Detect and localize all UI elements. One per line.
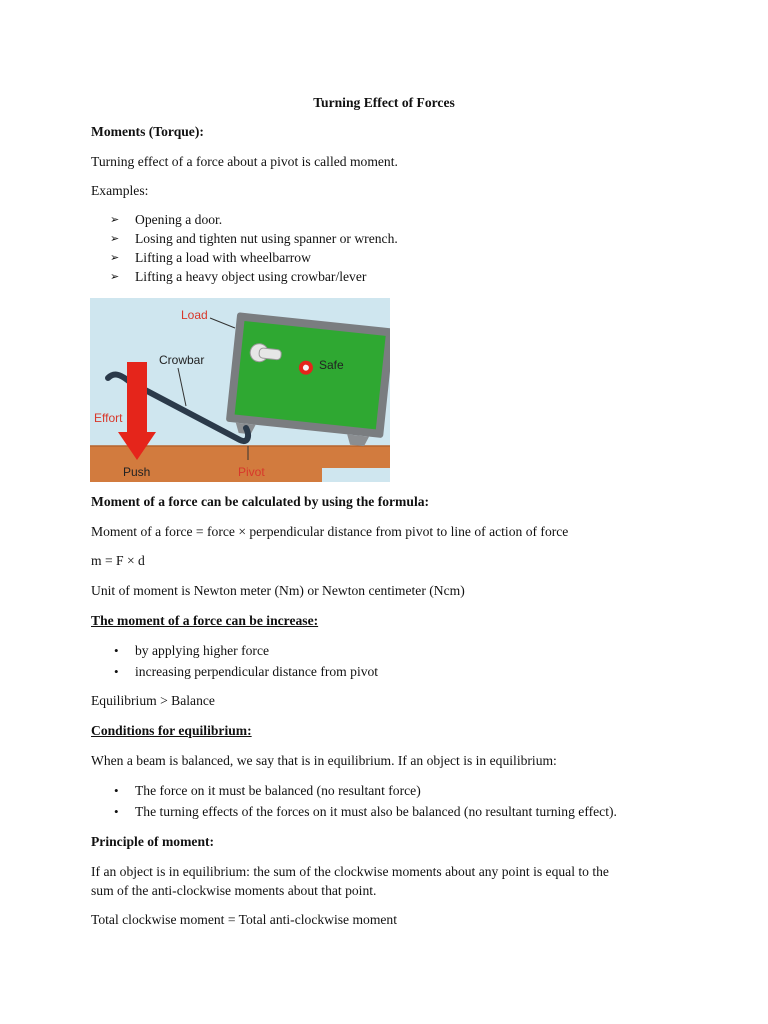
definition-text: Turning effect of a force about a pivot is called moment. [91,154,398,169]
condition-text: The force on it must be balanced (no resultant force) [135,783,421,798]
equilibrium-line: Equilibrium > Balance [91,693,215,708]
example-text: Opening a door. [135,212,223,227]
pivot-label: Pivot [238,465,265,479]
conditions-heading: Conditions for equilibrium: [91,723,252,738]
arrow-bullet-icon: ➢ [110,233,120,245]
list-item [91,269,711,288]
condition-text: The turning effects of the forces on it must also be balanced (no resultant turning effect). [135,804,617,819]
list-item [91,783,711,804]
list-item [91,643,711,664]
formula-text: Moment of a force = force × perpendicular distance from pivot to line of action of force [91,524,569,539]
list-item [91,804,711,825]
list-item [91,664,711,685]
list-item [91,250,711,269]
principle-heading: Principle of moment: [91,834,215,849]
list-item [91,231,711,250]
example-text: Losing and tighten nut using spanner or wrench. [135,231,398,246]
increase-list [91,643,711,685]
principle-text-1: If an object is in equilibrium: the sum of the clockwise moments about any point is equal to the [91,864,609,879]
conditions-intro: When a beam is balanced, we say that is in equilibrium. If an object is in equilibrium: [91,753,557,768]
moments-heading: Moments (Torque): [91,124,204,139]
dot-bullet-icon: • [114,804,119,819]
list-item [91,212,711,231]
load-label: Load [181,308,208,322]
crowbar-label: Crowbar [159,353,205,367]
unit-text: Unit of moment is Newton meter (Nm) or Newton centimeter (Ncm) [91,583,465,598]
effort-label: Effort [94,411,123,425]
document-title: Turning Effect of Forces [313,95,455,110]
dot-bullet-icon: • [114,664,119,679]
conditions-list [91,783,711,825]
push-label: Push [123,465,151,479]
safe-box [225,312,390,448]
example-text: Lifting a load with wheelbarrow [135,250,311,265]
safe-label: Safe [319,358,344,372]
effort-arrow [127,362,147,434]
dot-bullet-icon: • [114,783,119,798]
increase-text: by applying higher force [135,643,270,658]
formula-symbolic: m = F × d [91,553,145,568]
examples-label: Examples: [91,183,149,198]
principle-text-2: sum of the anti-clockwise moments about that point. [91,883,377,898]
total-moment-line: Total clockwise moment = Total anti-clockwise moment [91,912,398,927]
dot-bullet-icon: • [114,643,119,658]
increase-text: increasing perpendicular distance from pivot [135,664,379,679]
examples-list [91,212,711,288]
increase-heading: The moment of a force can be increase: [91,613,319,628]
formula-heading: Moment of a force can be calculated by using the formula: [91,494,430,509]
arrow-bullet-icon: ➢ [110,214,120,226]
arrow-bullet-icon: ➢ [110,271,120,283]
example-text: Lifting a heavy object using crowbar/lever [135,269,367,284]
crowbar-figure [90,298,390,482]
arrow-bullet-icon: ➢ [110,252,120,264]
